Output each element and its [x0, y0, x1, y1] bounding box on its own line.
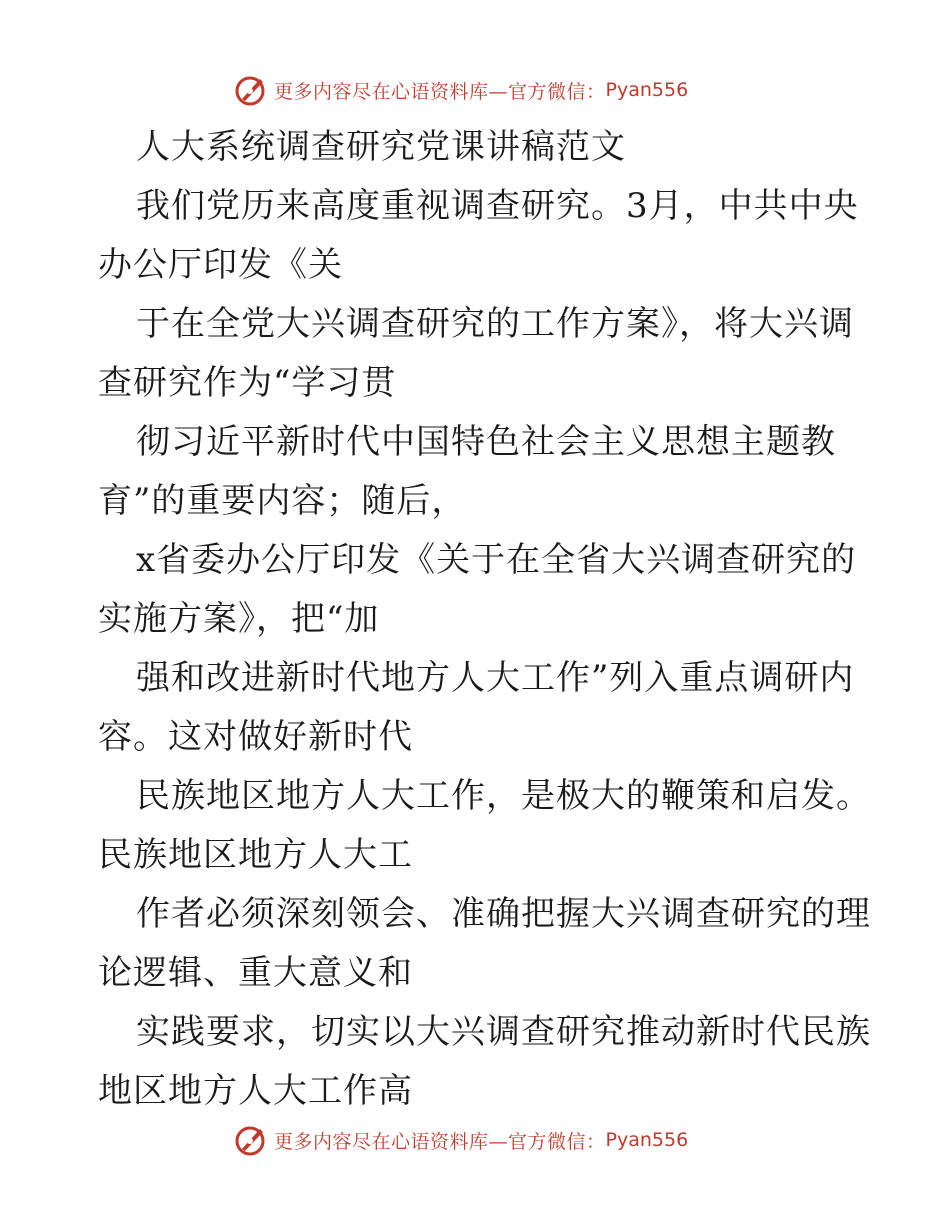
document-body — [98, 118, 888, 1121]
text-line: 于在全党大兴调查研究的工作方案》，将大兴调 — [136, 304, 854, 344]
text-line: 强和改进新时代地方人大工作”列入重点调研内 — [136, 658, 855, 698]
watermark-text: 更多内容尽在心语资料库—官方微信： — [274, 80, 606, 103]
text-line: 实践要求，切实以大兴调查研究推动新时代民族 — [136, 1012, 871, 1052]
text-line: 作者必须深刻领会、准确把握大兴调查研究的理 — [136, 894, 871, 934]
text-line: x省委办公厅印发《关于在全省大兴调查研究的 — [136, 540, 857, 580]
watermark-account: Pyan556 — [605, 79, 689, 101]
text-line: 育”的重要内容；随后， — [98, 481, 467, 521]
text-line: 地区地方人大工作高 — [98, 1071, 413, 1111]
text-line: 民族地区地方人大工 — [98, 835, 413, 875]
text-line: 容。这对做好新时代 — [98, 717, 413, 757]
text-line: 我们党历来高度重视调查研究。3月，中共中央 — [136, 186, 859, 226]
quill-logo-icon — [234, 73, 268, 107]
text-line: 实施方案》，把“加 — [98, 599, 380, 639]
text-line: 论逻辑、重大意义和 — [98, 953, 413, 993]
footer-watermark — [234, 1122, 688, 1158]
text-line: 办公厅印发《关 — [98, 245, 343, 285]
document-title: 人大系统调查研究党课讲稿范文 — [136, 127, 626, 167]
watermark-text: 更多内容尽在心语资料库—官方微信： — [274, 1130, 606, 1153]
text-line: 查研究作为“学习贯 — [98, 363, 397, 403]
watermark-account: Pyan556 — [605, 1129, 689, 1151]
quill-logo-icon — [234, 1123, 268, 1157]
header-watermark — [234, 72, 688, 108]
text-line: 彻习近平新时代中国特色社会主义思想主题教 — [136, 422, 836, 462]
text-line: 民族地区地方人大工作，是极大的鞭策和启发。 — [136, 776, 871, 816]
